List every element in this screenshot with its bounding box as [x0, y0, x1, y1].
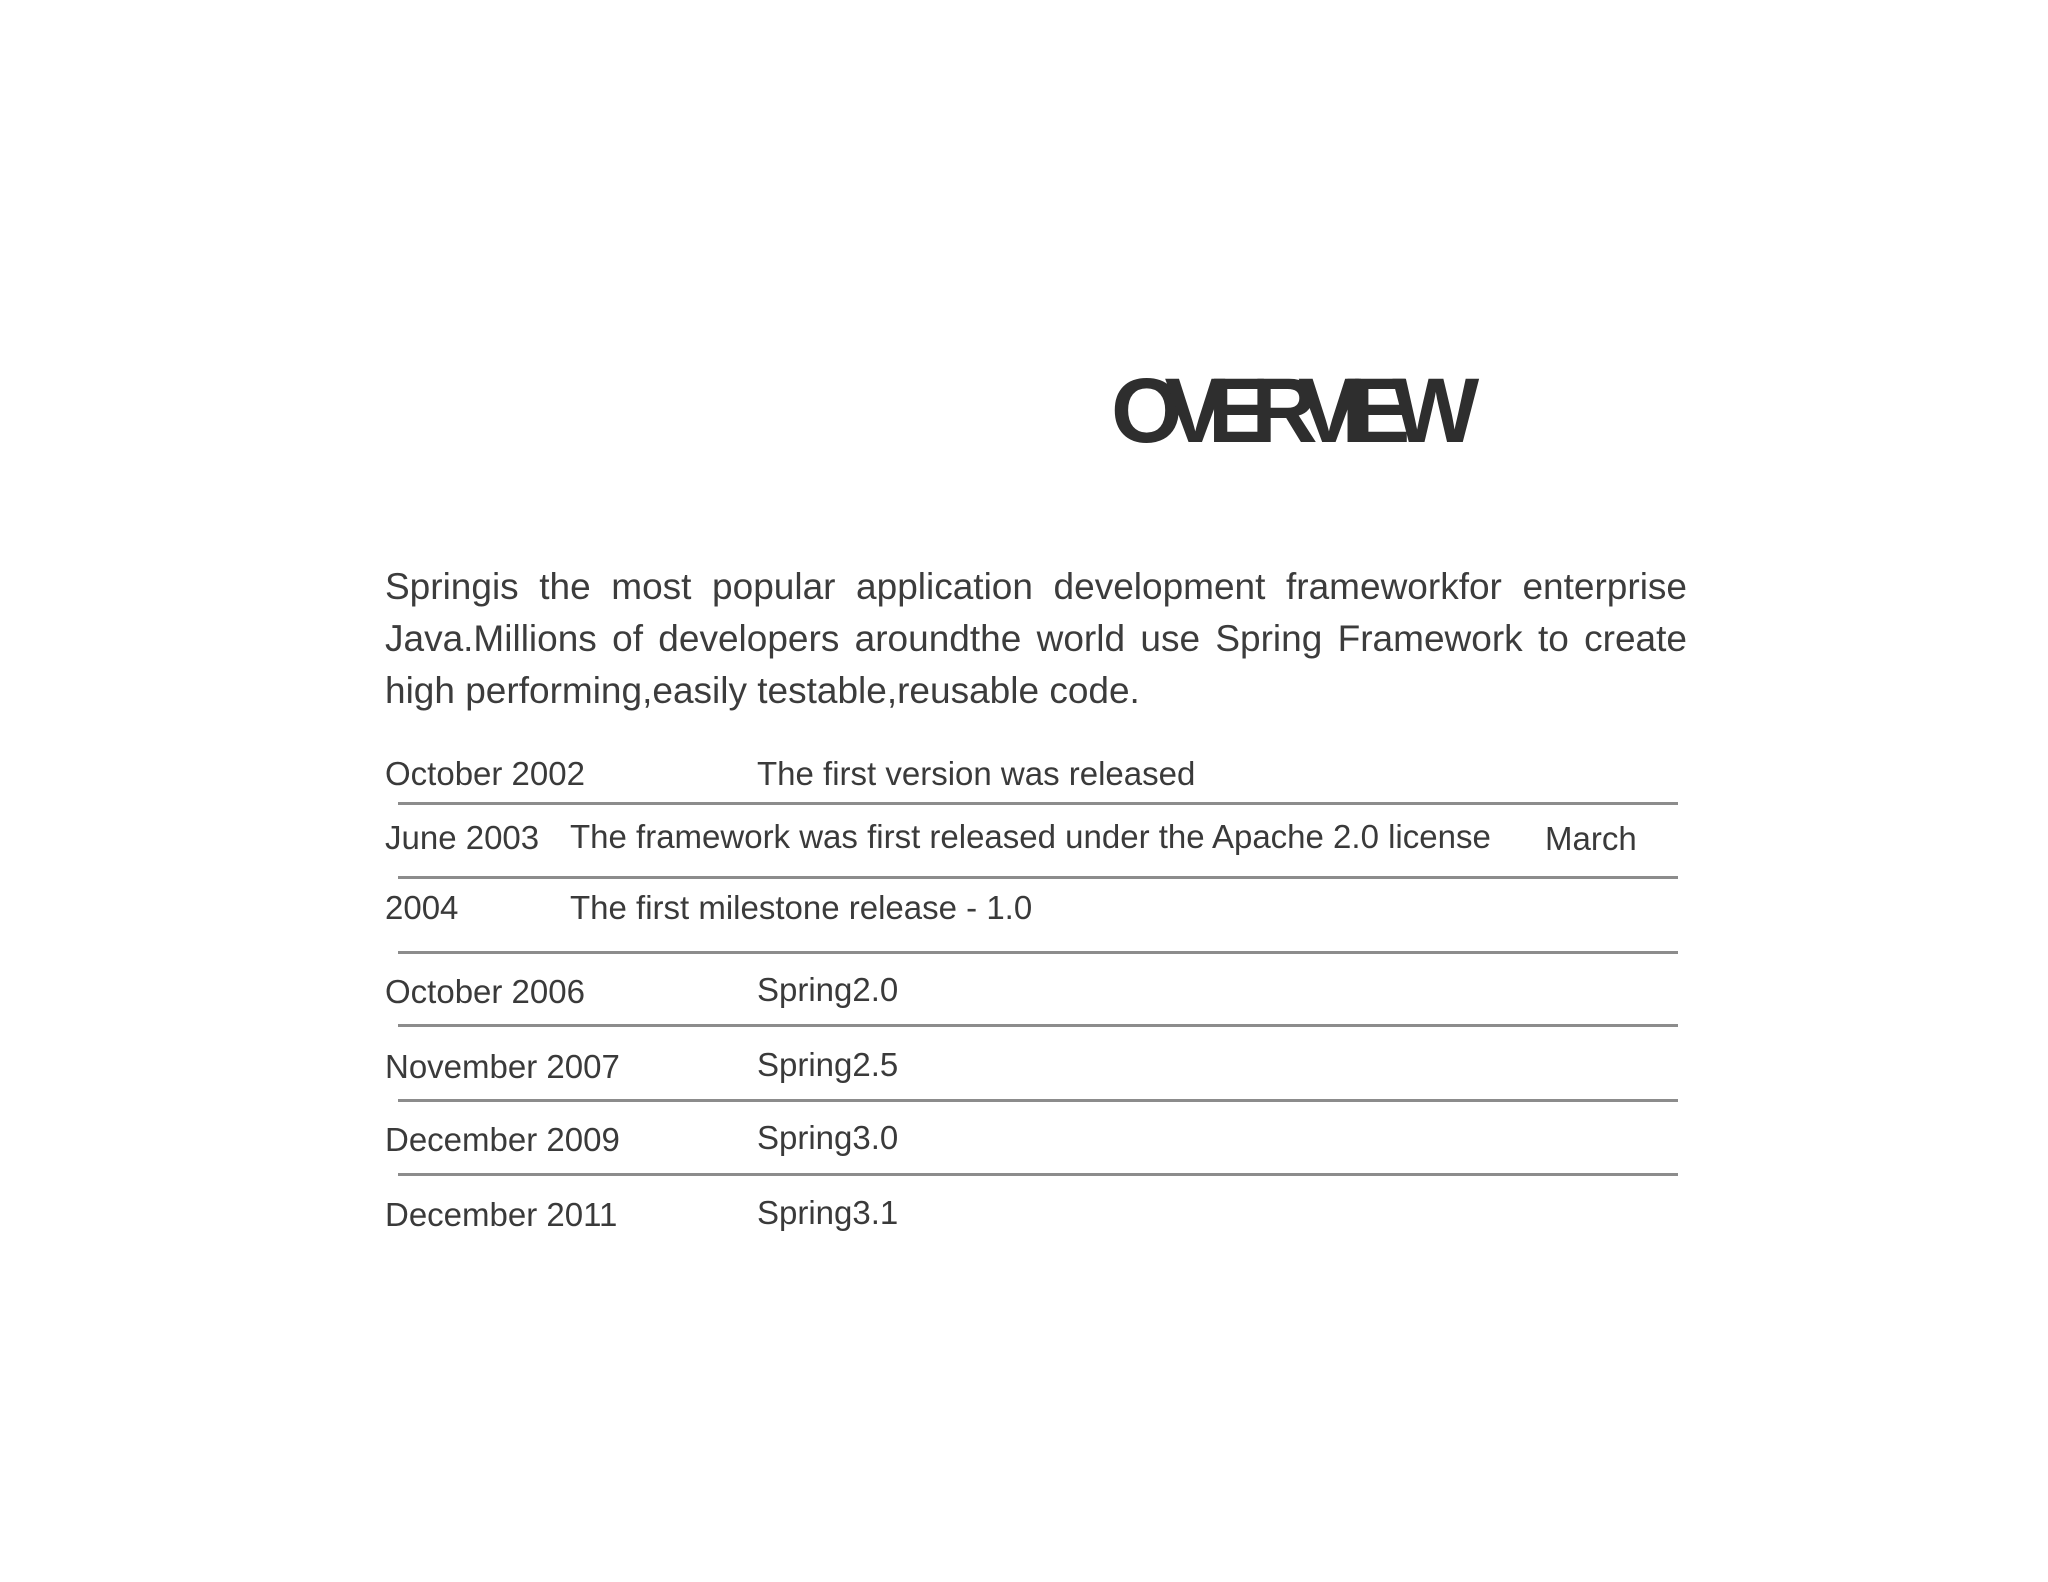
timeline-event: Spring2.0	[757, 971, 899, 1008]
intro-paragraph: Springis the most popular application development frameworkfor enterprise Java.Millions of developers aroundthe world use Spring Framework to create high performing,easily testable,reusable code.	[385, 566, 1687, 711]
timeline-event: Spring3.0	[757, 1119, 899, 1156]
timeline-event: Spring3.1	[757, 1194, 899, 1231]
row-divider	[398, 876, 1678, 879]
row-divider	[398, 1173, 1678, 1176]
timeline-date: June 2003	[385, 819, 540, 856]
timeline-trailing-text: March	[1545, 820, 1637, 857]
timeline-event: Spring2.5	[757, 1046, 899, 1083]
timeline-date: December 2011	[385, 1196, 618, 1233]
timeline-date: December 2009	[385, 1121, 620, 1158]
timeline-event: The first milestone release - 1.0	[570, 889, 1033, 926]
timeline-date: 2004	[385, 889, 459, 926]
row-divider	[398, 951, 1678, 954]
timeline-event: The first version was released	[757, 755, 1196, 792]
page-title: OVERVIEW	[1111, 360, 1462, 462]
timeline-date: October 2002	[385, 755, 585, 792]
row-divider	[398, 802, 1678, 805]
row-divider	[398, 1024, 1678, 1027]
timeline-event: The framework was first released under the Apache 2.0 license	[570, 818, 1491, 855]
timeline-date: October 2006	[385, 973, 585, 1010]
row-divider	[398, 1099, 1678, 1102]
timeline-date: November 2007	[385, 1048, 620, 1085]
